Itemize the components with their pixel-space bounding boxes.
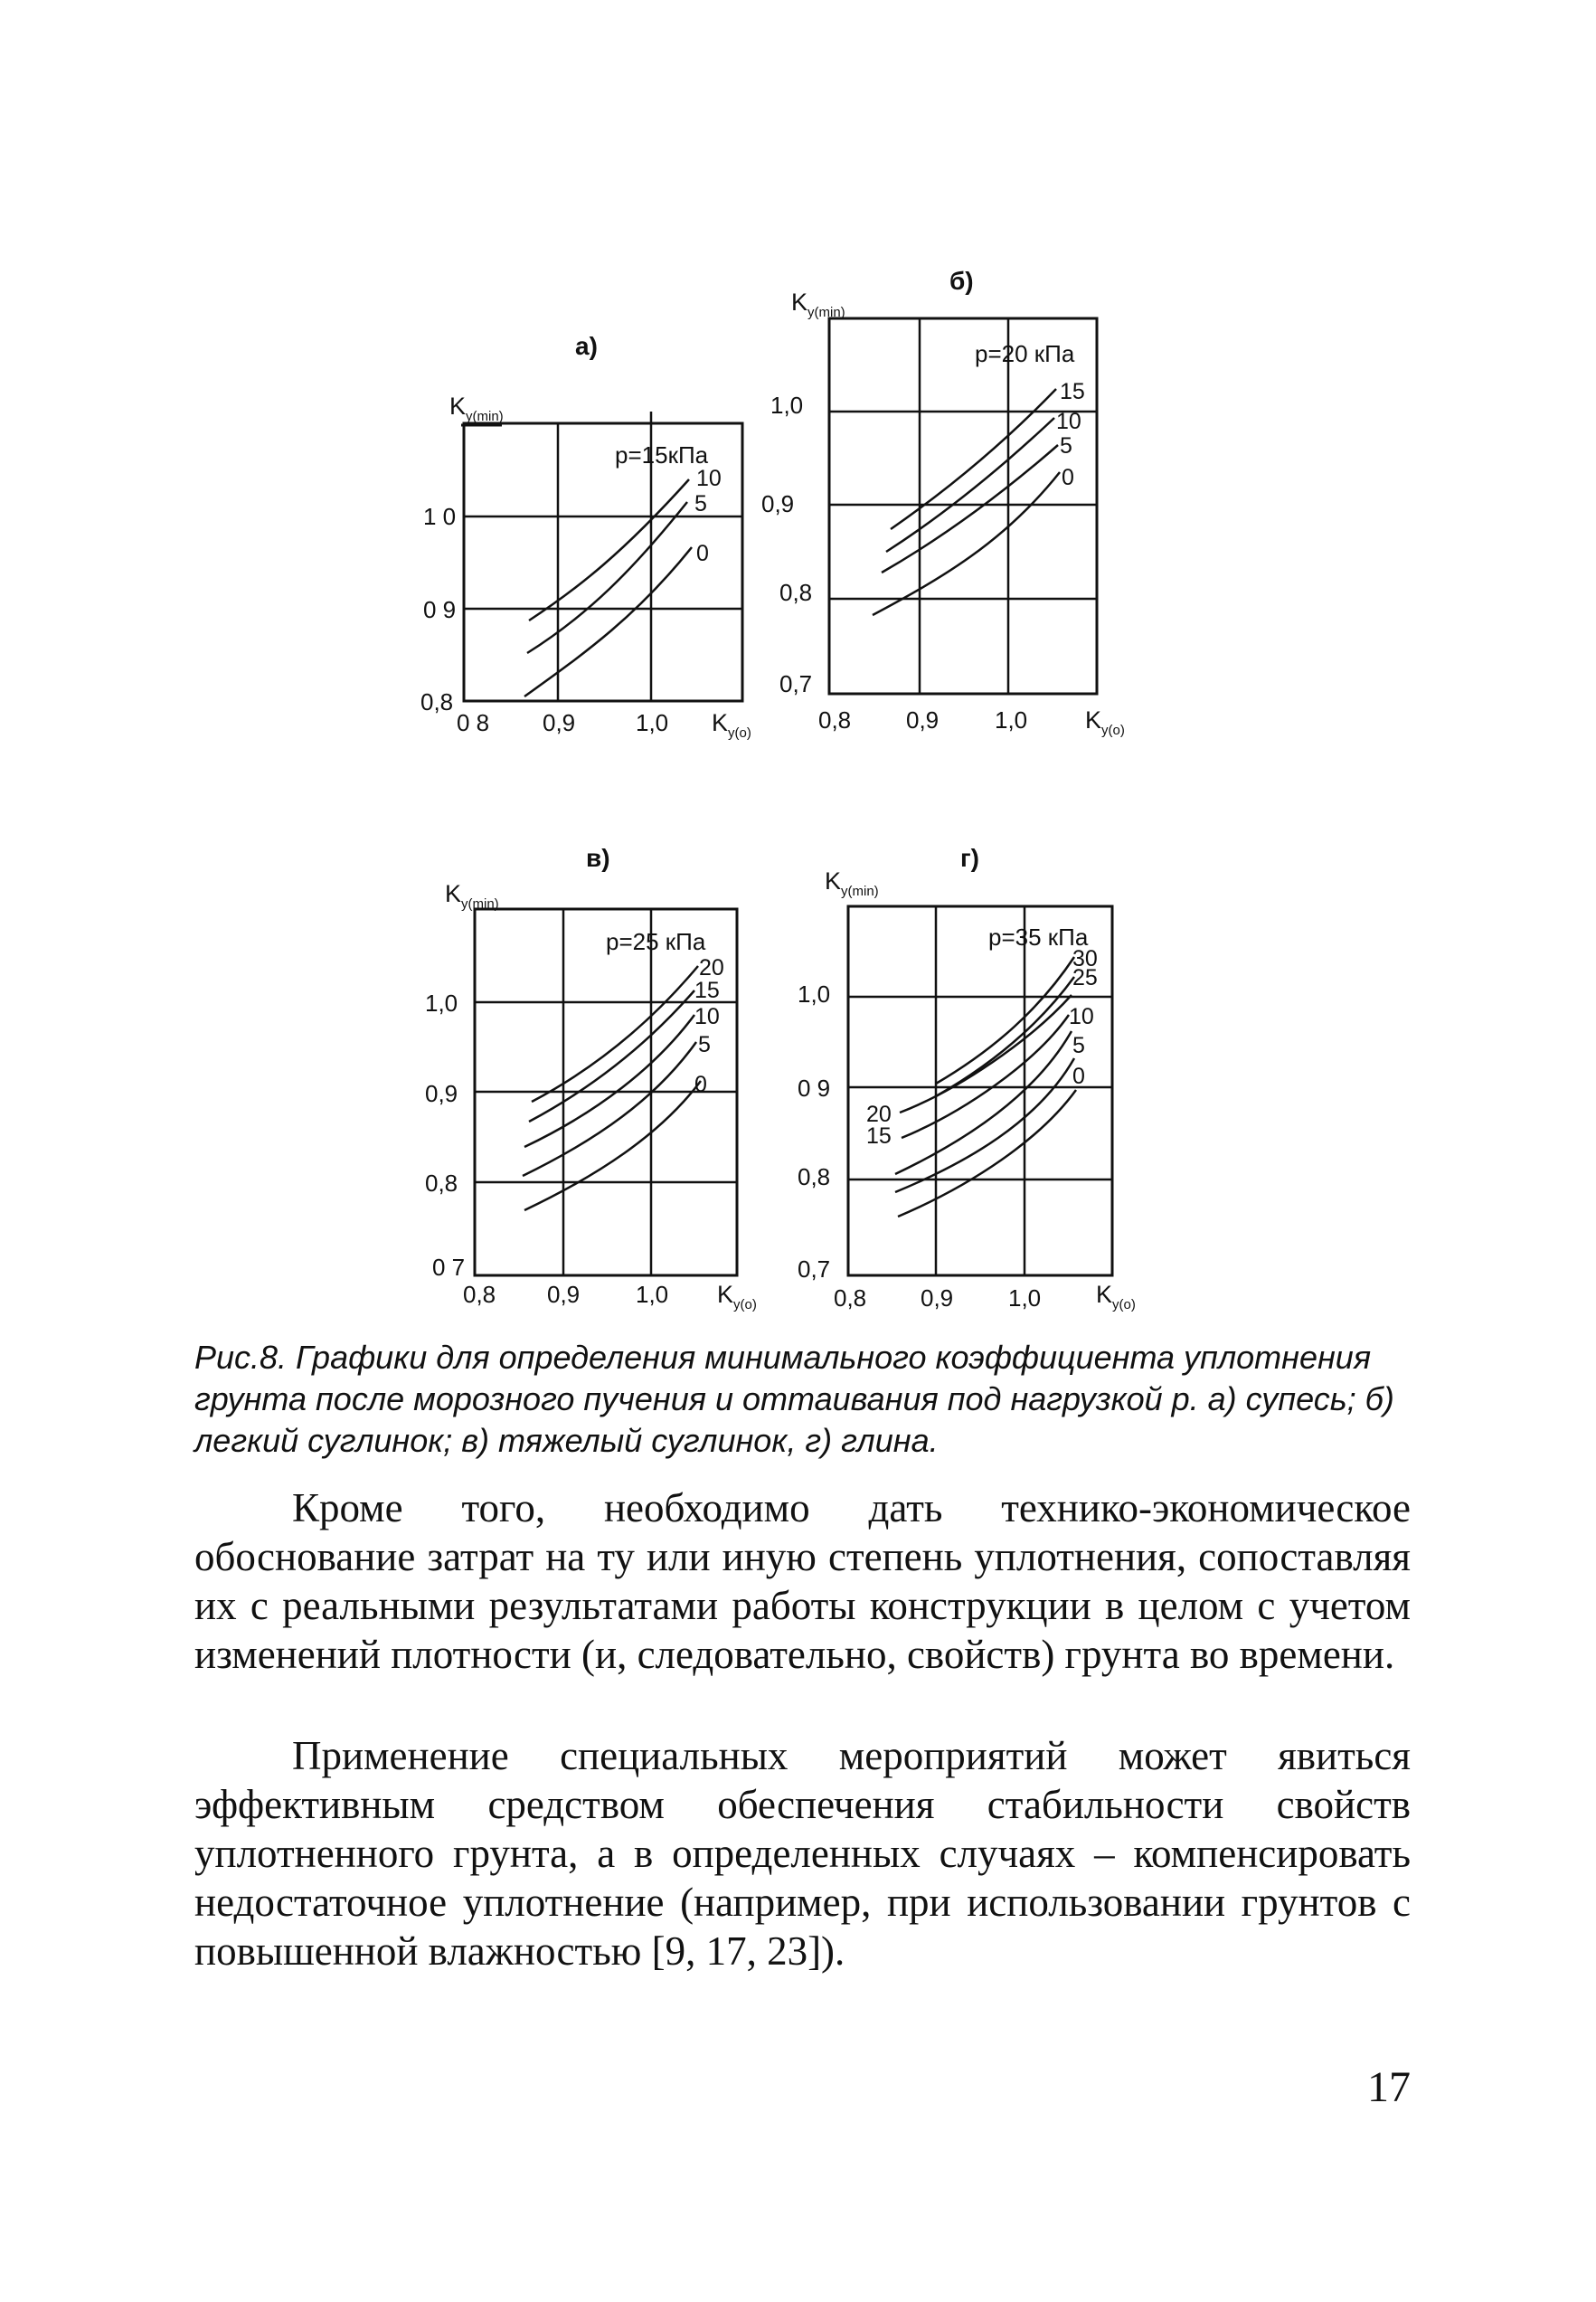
y-axis-label-sub: y(min) [461, 896, 499, 912]
chart-panel-b [761, 267, 1125, 738]
curve-label: 10 [1056, 409, 1081, 434]
figure-caption: Рис.8. Графики для определения минимального коэффициента уплотнения грунта после морозного пучения и оттаивания под нагрузкой р. а) супесь; б) легкий суглинок; в) тяжелый суглинок, г) глина. [194, 1339, 1394, 1459]
y-tick-label: 0 7 [432, 1254, 466, 1281]
x-tick-label: 0 8 [457, 709, 490, 736]
y-tick-label: 0,8 [798, 1163, 831, 1190]
page-number: 17 [1367, 2063, 1411, 2111]
curve-label: 25 [1072, 965, 1098, 990]
curve-10 [886, 418, 1054, 552]
curve-label: 5 [698, 1032, 711, 1057]
y-tick-label: 1 0 [423, 503, 457, 530]
chart-panel-g [798, 844, 1136, 1312]
x-tick-label: 0,9 [906, 706, 940, 734]
curve-0 [898, 1090, 1076, 1217]
x-tick-label: 1,0 [636, 1281, 669, 1308]
x-tick-label: 0,9 [543, 709, 576, 736]
x-tick-label: 0,9 [921, 1284, 954, 1312]
x-tick-label: 0,9 [547, 1281, 581, 1308]
y-axis-label: $K_{y(min)}$ [445, 880, 499, 912]
x-axis-label: $K_{y(o)}$ [712, 709, 751, 741]
y-tick-label: 0,8 [779, 579, 813, 606]
chart-panel-v [425, 844, 757, 1312]
x-axis-label: $K_{y(o)}$ [717, 1281, 757, 1312]
panel-letter: а) [575, 332, 598, 360]
curve-5 [882, 445, 1058, 573]
x-tick-label: 0,8 [818, 706, 852, 734]
x-axis-label: $K_{y(o)}$ [1085, 706, 1125, 738]
y-axis-label: $K_{y(min)}$ [449, 393, 504, 424]
plot-frame [829, 318, 1097, 694]
curve-15 [529, 990, 694, 1122]
x-tick-label: 1,0 [636, 709, 669, 736]
panel-letter: б) [949, 267, 974, 295]
curve-20 [532, 966, 698, 1102]
y-tick-label: 1,0 [425, 990, 458, 1017]
x-axis-label: $K_{y(o)}$ [1096, 1281, 1136, 1312]
curve-label: 0 [696, 541, 709, 566]
legend-label: p=35 кПа [988, 924, 1089, 951]
curve-label: 5 [1060, 433, 1072, 459]
curve-label: 0 [694, 1072, 707, 1097]
curve-5 [523, 1042, 696, 1176]
panel-letter: г) [960, 844, 979, 872]
curve-30 [936, 957, 1074, 1084]
y-tick-label: 1,0 [770, 392, 804, 419]
curve-label: 5 [694, 491, 707, 516]
y-axis-label-sub: y(min) [807, 305, 845, 320]
x-axis-label-sub: y(o) [733, 1297, 757, 1312]
curve-15 [891, 389, 1056, 529]
curve-label: 10 [694, 1004, 720, 1029]
curve-label: 30 [1072, 946, 1098, 971]
curve-10 [529, 479, 689, 620]
curve-label: 20 [699, 955, 724, 980]
curve-5 [527, 502, 687, 653]
y-tick-label: 0,8 [420, 688, 454, 715]
curve-label: 10 [1069, 1004, 1094, 1029]
x-tick-label: 1,0 [1008, 1284, 1042, 1312]
curve-label: 15 [694, 978, 720, 1003]
y-tick-label: 0 9 [423, 596, 457, 623]
x-tick-label: 0,8 [834, 1284, 867, 1312]
legend-label: p=15кПа [615, 441, 709, 469]
y-axis-label-sub: y(min) [841, 884, 879, 899]
y-axis-label-sub: y(min) [466, 409, 504, 424]
body-paragraph: Кроме того, необходимо дать технико-экономическое обоснование затрат на ту или иную степень уплотнения, сопоставляя их с реальными результатами работы конструкции в целом с учетом изменений плотности (и, следовательно, свойств) грунта во времени. [194, 1485, 1411, 1677]
x-axis-label-sub: y(o) [1112, 1297, 1136, 1312]
legend-label: p=20 кПа [975, 340, 1075, 367]
chart-panel-a [420, 332, 751, 741]
curve-label: 15 [866, 1123, 892, 1149]
panel-letter: в) [586, 844, 610, 872]
y-tick-label: 0,9 [425, 1080, 458, 1107]
curve-15 [902, 1015, 1069, 1138]
curve-label: 15 [1060, 379, 1085, 404]
y-tick-label: 1,0 [798, 980, 831, 1008]
y-tick-label: 0,7 [779, 670, 813, 697]
curve-0 [524, 1081, 701, 1210]
y-tick-label: 0 9 [798, 1075, 831, 1102]
legend-label: p=25 кПа [606, 928, 706, 955]
x-tick-label: 1,0 [995, 706, 1028, 734]
y-tick-label: 0,7 [798, 1255, 831, 1283]
x-axis-label-sub: y(o) [728, 725, 751, 741]
curve-label: 20 [866, 1102, 892, 1127]
y-axis-label: $K_{y(min)}$ [825, 867, 879, 899]
curve-label: 0 [1072, 1064, 1085, 1089]
curve-label: 5 [1072, 1033, 1085, 1058]
body-paragraph: Применение специальных мероприятий может явиться эффективным средством обеспечения стабильности свойств уплотненного грунта, а в определенных случаях – компенсировать недостаточное уплотнение (например, при использовании грунтов с повышенной влажностью [9, 17, 23]). [194, 1733, 1411, 1974]
x-tick-label: 0,8 [463, 1281, 496, 1308]
curve-label: 0 [1062, 465, 1074, 490]
curve-0 [524, 547, 692, 696]
y-tick-label: 0,9 [761, 490, 795, 517]
x-axis-label-sub: y(o) [1101, 723, 1125, 738]
y-axis-label: $K_{y(min)}$ [791, 289, 845, 320]
y-tick-label: 0,8 [425, 1170, 458, 1197]
curve-label: 10 [696, 466, 722, 491]
